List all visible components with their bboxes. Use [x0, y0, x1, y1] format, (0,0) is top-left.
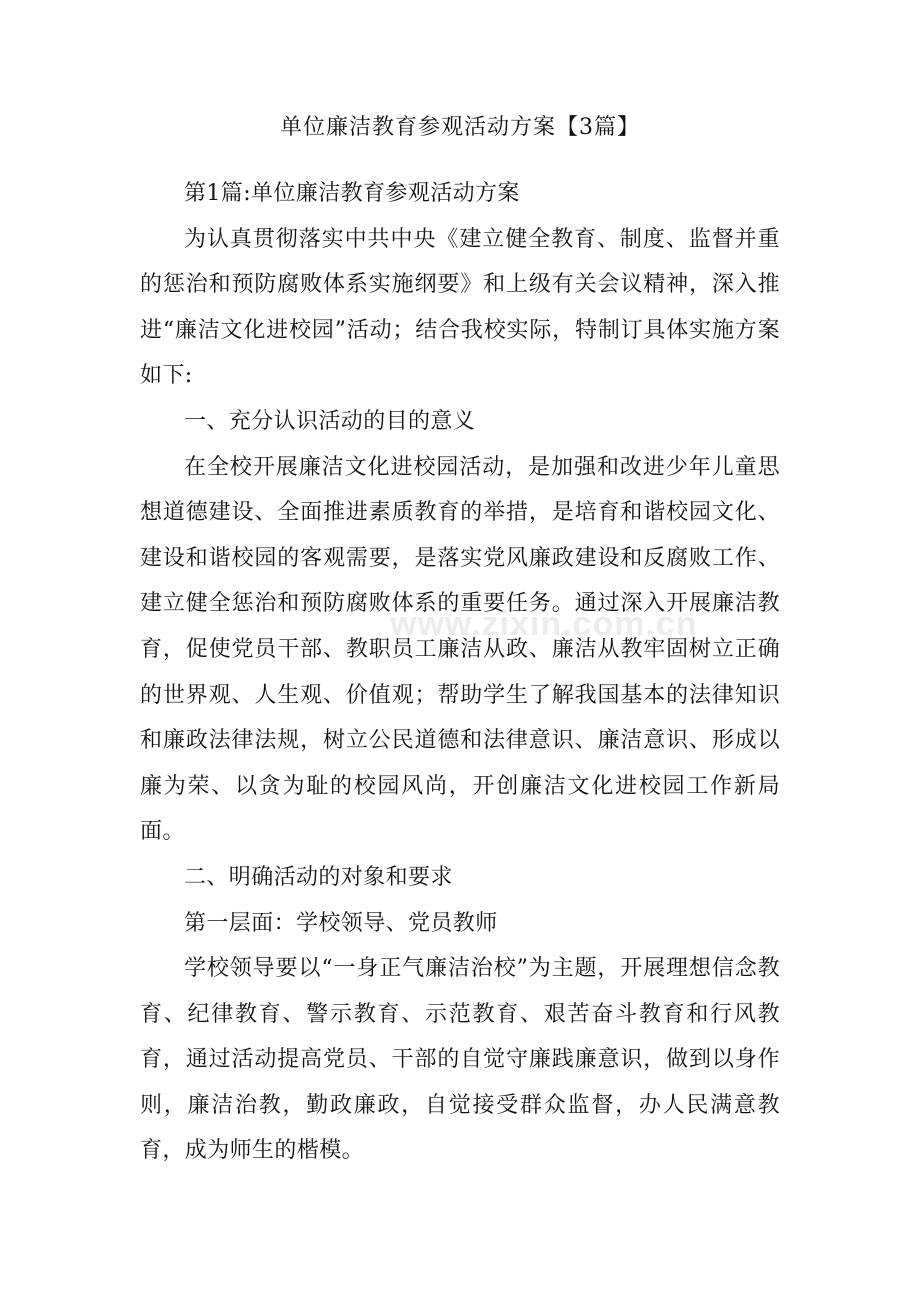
leaders-paragraph: 学校领导要以“一身正气廉洁治校”为主题，开展理想信念教育、纪律教育、警示教育、示范教育、艰苦奋斗教育和行风教育，通过活动提高党员、干部的自觉守廉践廉意识，做到以身作则，廉洁治教，勤政廉政，自觉接受群众监督，办人民满意教育，成为师生的楷模。 [140, 956, 780, 1164]
subheading-level-1: 第一层面：学校领导、党员教师 [184, 910, 498, 936]
section-title-part-1: 第1篇:单位廉洁教育参观活动方案 [184, 181, 520, 206]
document-title: 单位廉洁教育参观活动方案【3篇】 [280, 115, 640, 140]
intro-paragraph: 为认真贯彻落实中共中央《建立健全教育、制度、监督并重的惩治和预防腐败体系实施纲要》和上级有关会议精神，深入推进“廉洁文化进校园”活动；结合我校实际，特制订具体实施方案如下: [140, 226, 780, 389]
section-heading-2: 二、明确活动的对象和要求 [184, 864, 453, 890]
watermark: www.zixin.com.cn [390, 605, 698, 643]
section-heading-1: 一、充分认识活动的目的意义 [184, 408, 476, 434]
document-body [140, 171, 780, 1174]
purpose-paragraph: 在全校开展廉洁文化进校园活动，是加强和改进少年儿童思想道德建设、全面推进素质教育的举措，是培育和谐校园文化、建设和谐校园的客观需要，是落实党风廉政建设和反腐败工作、建立健全惩治和预防腐败体系的重要任务。通过深入开展廉洁教育，促使党员干部、教职员工廉洁从政、廉洁从教牢固树立正确的世界观、人生观、价值观；帮助学生了解我国基本的法律知识和廉政法律法规，树立公民道德和法律意识、廉洁意识、形成以廉为荣、以贪为耻的校园风尚，开创廉洁文化进校园工作新局面。 [140, 454, 780, 845]
